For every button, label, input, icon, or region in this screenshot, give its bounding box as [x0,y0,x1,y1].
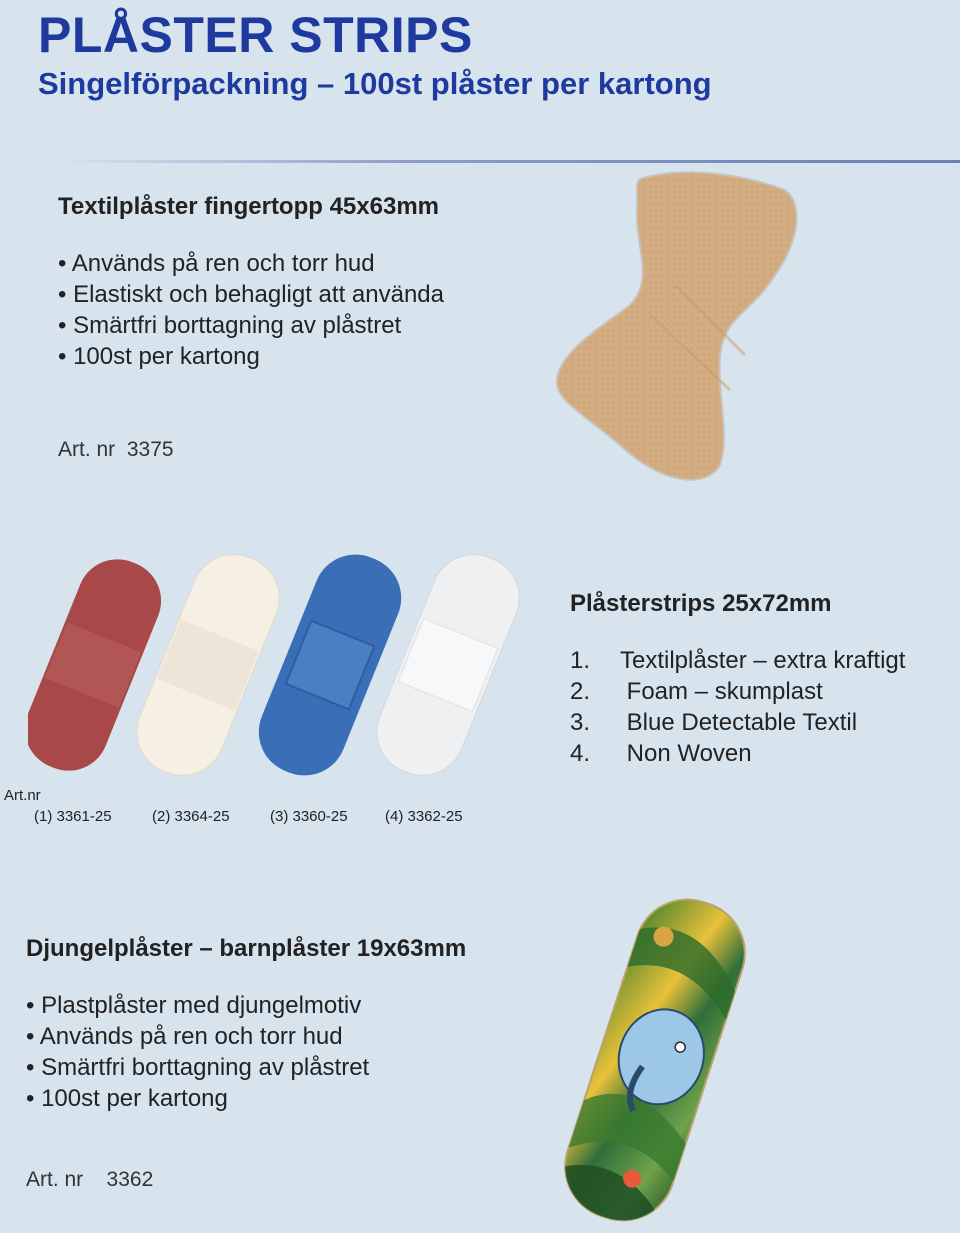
art-value: 3362 [106,1168,154,1191]
strips-image [28,540,533,785]
list-item: 2. Foam – skumplast [570,678,823,705]
list-item: • Används på ren och torr hud [58,248,444,279]
list-item: 1. Textilplåster – extra kraftigt [570,647,906,674]
list-item: • Används på ren och torr hud [26,1021,369,1052]
list-item: • 100st per kartong [26,1083,369,1114]
page-title: PLÅSTER STRIPS [38,7,473,63]
list-item: • Elastiskt och behagligt att använda [58,279,444,310]
fingertip-bullet-list [58,248,444,372]
list-item: • Smärtfri borttagning av plåstret [58,310,444,341]
list-item: • Plastplåster med djungelmotiv [26,990,369,1021]
art-label: Art. nr [26,1168,84,1191]
jungle-bullet-list [26,990,369,1114]
strips-heading: Plåsterstrips 25x72mm [570,590,832,617]
art-value: 3375 [126,438,174,461]
art-code: (4) 3362-25 [385,808,463,825]
art-code: (2) 3364-25 [152,808,230,825]
strips-art-label: Art.nr [4,787,41,804]
header-divider [60,160,960,163]
art-label: Art. nr [58,438,116,461]
list-item: 4. Non Woven [570,740,752,767]
list-item: 3. Blue Detectable Textil [570,709,858,736]
jungle-heading: Djungelplåster – barnplåster 19x63mm [26,935,467,962]
list-item: • Smärtfri borttagning av plåstret [26,1052,369,1083]
strips-type-list [570,645,905,769]
jungle-art-number [26,1168,153,1192]
art-code: (3) 3360-25 [270,808,348,825]
strips-art-codes [0,808,500,828]
fingertip-heading: Textilplåster fingertopp 45x63mm [58,193,439,220]
jungle-bandage-image [545,895,765,1225]
fingertip-art-number [58,438,174,462]
list-item: • 100st per kartong [58,341,444,372]
page-subtitle: Singelförpackning – 100st plåster per kartong [38,66,712,101]
art-code: (1) 3361-25 [34,808,112,825]
fingertip-bandage-image [545,165,805,490]
